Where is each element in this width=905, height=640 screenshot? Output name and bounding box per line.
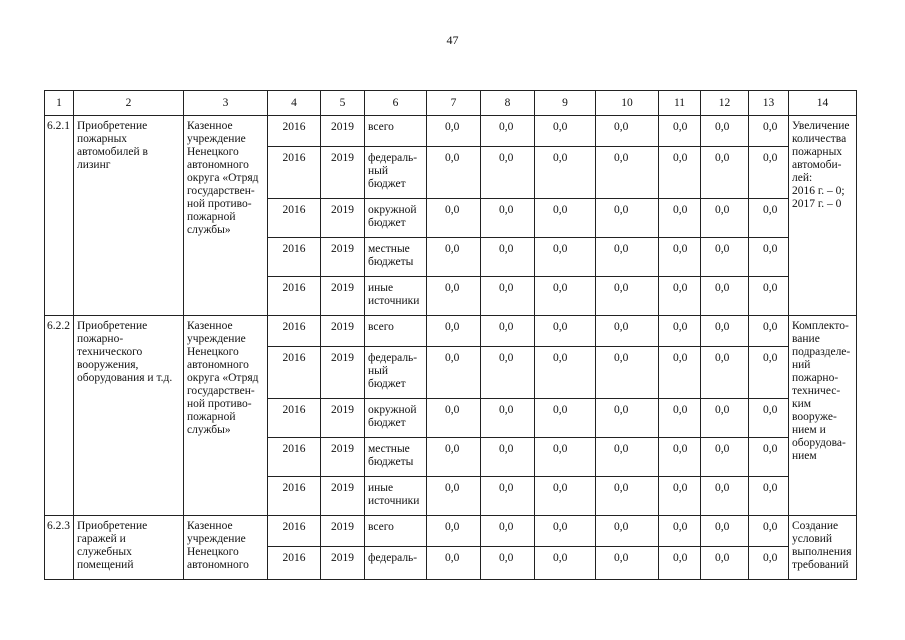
text-line: автономного <box>187 159 249 171</box>
value-cell: 0,0 <box>596 147 659 199</box>
text-line: пожарной <box>187 211 236 223</box>
text-line: федераль- <box>368 152 418 164</box>
value-cell: 0,0 <box>659 116 701 147</box>
page-number: 47 <box>446 33 459 47</box>
text-line: нием и <box>792 424 826 436</box>
text-line: автономного <box>187 359 249 371</box>
value-cell: 0,0 <box>701 399 749 438</box>
value-cell: 0,0 <box>749 547 789 580</box>
value-cell: 0,0 <box>596 316 659 347</box>
value-cell: 0,0 <box>749 399 789 438</box>
text-line: лей: <box>792 172 813 184</box>
value-cell: 0,0 <box>701 547 749 580</box>
funding-source-cell <box>365 147 427 199</box>
value-cell: 0,0 <box>481 316 535 347</box>
text-line: учреждение <box>187 533 246 545</box>
end-year-cell: 2019 <box>321 516 365 547</box>
value-cell: 0,0 <box>427 516 481 547</box>
text-line: всего <box>368 121 394 133</box>
start-year-cell: 2016 <box>268 277 321 316</box>
value-cell: 0,0 <box>701 438 749 477</box>
value-cell: 0,0 <box>596 116 659 147</box>
value-cell: 0,0 <box>749 116 789 147</box>
value-cell: 0,0 <box>481 438 535 477</box>
funding-source-cell <box>365 199 427 238</box>
text-line: Приобретение <box>77 520 148 532</box>
text-line: ный <box>368 365 389 377</box>
value-cell: 0,0 <box>749 477 789 516</box>
value-cell: 0,0 <box>749 199 789 238</box>
text-line: всего <box>368 521 394 533</box>
value-cell: 0,0 <box>659 199 701 238</box>
value-cell: 0,0 <box>427 347 481 399</box>
text-line: вание <box>792 333 820 345</box>
funding-source-cell <box>365 399 427 438</box>
measure-name-cell <box>74 116 184 316</box>
end-year-cell: 2019 <box>321 116 365 147</box>
value-cell: 0,0 <box>659 438 701 477</box>
start-year-cell: 2016 <box>268 399 321 438</box>
text-line: 2016 г. – 0; <box>792 185 845 197</box>
text-line: службы» <box>187 224 231 236</box>
value-cell: 0,0 <box>427 238 481 277</box>
text-line: 2017 г. – 0 <box>792 198 842 210</box>
value-cell: 0,0 <box>596 277 659 316</box>
value-cell: 0,0 <box>659 238 701 277</box>
column-number-12: 12 <box>701 91 749 116</box>
header-row <box>45 91 857 116</box>
executor-cell <box>184 316 268 516</box>
value-cell: 0,0 <box>701 199 749 238</box>
value-cell: 0,0 <box>701 277 749 316</box>
value-cell: 0,0 <box>659 516 701 547</box>
column-number-14: 14 <box>789 91 857 116</box>
table-row <box>45 116 857 147</box>
value-cell: 0,0 <box>481 516 535 547</box>
value-cell: 0,0 <box>749 277 789 316</box>
column-number-7: 7 <box>427 91 481 116</box>
value-cell: 0,0 <box>596 199 659 238</box>
value-cell: 0,0 <box>701 347 749 399</box>
text-line: оборудова- <box>792 437 846 449</box>
value-cell: 0,0 <box>535 199 596 238</box>
start-year-cell: 2016 <box>268 438 321 477</box>
value-cell: 0,0 <box>427 116 481 147</box>
text-line: условий <box>792 533 833 545</box>
text-line: бюджет <box>368 417 406 429</box>
column-number-9: 9 <box>535 91 596 116</box>
value-cell: 0,0 <box>427 147 481 199</box>
start-year-cell: 2016 <box>268 477 321 516</box>
value-cell: 0,0 <box>535 147 596 199</box>
text-line: Ненецкого <box>187 146 239 158</box>
value-cell: 0,0 <box>749 238 789 277</box>
executor-cell <box>184 516 268 580</box>
text-line: иные <box>368 282 394 294</box>
value-cell: 0,0 <box>481 116 535 147</box>
text-line: Ненецкого <box>187 546 239 558</box>
end-year-cell: 2019 <box>321 147 365 199</box>
value-cell: 0,0 <box>659 147 701 199</box>
value-cell: 0,0 <box>596 399 659 438</box>
value-cell: 0,0 <box>427 277 481 316</box>
text-line: бюджеты <box>368 256 414 268</box>
executor-cell <box>184 116 268 316</box>
start-year-cell: 2016 <box>268 238 321 277</box>
column-number-4: 4 <box>268 91 321 116</box>
end-year-cell: 2019 <box>321 199 365 238</box>
text-line: технического <box>77 346 143 358</box>
value-cell: 0,0 <box>749 347 789 399</box>
end-year-cell: 2019 <box>321 547 365 580</box>
text-line: лизинг <box>77 159 111 171</box>
value-cell: 0,0 <box>749 147 789 199</box>
text-line: автономного <box>187 559 249 571</box>
text-line: иные <box>368 482 394 494</box>
funding-source-cell <box>365 477 427 516</box>
value-cell: 0,0 <box>596 238 659 277</box>
item-number-cell: 6.2.3 <box>45 516 74 580</box>
text-line: ный <box>368 165 389 177</box>
item-number-cell: 6.2.1 <box>45 116 74 316</box>
text-line: всего <box>368 321 394 333</box>
text-line: местные <box>368 243 410 255</box>
value-cell: 0,0 <box>427 399 481 438</box>
value-cell: 0,0 <box>481 147 535 199</box>
text-line: службы» <box>187 424 231 436</box>
text-line: источники <box>368 495 420 507</box>
text-line: Создание <box>792 520 839 532</box>
text-line: федераль- <box>368 352 418 364</box>
text-line: учреждение <box>187 133 246 145</box>
column-number-5: 5 <box>321 91 365 116</box>
text-line: вооруже- <box>792 411 837 423</box>
text-line: количества <box>792 133 847 145</box>
column-number-11: 11 <box>659 91 701 116</box>
value-cell: 0,0 <box>596 438 659 477</box>
value-cell: 0,0 <box>535 516 596 547</box>
value-cell: 0,0 <box>659 347 701 399</box>
text-line: оборудования и т.д. <box>77 372 173 384</box>
text-line: Казенное <box>187 320 233 332</box>
text-line: пожарно- <box>77 333 124 345</box>
column-number-1: 1 <box>45 91 74 116</box>
text-line: автомобилей в <box>77 146 148 158</box>
funding-source-cell <box>365 316 427 347</box>
text-line: Ненецкого <box>187 346 239 358</box>
text-line: пожарно- <box>792 372 839 384</box>
text-line: требований <box>792 559 849 571</box>
value-cell: 0,0 <box>481 347 535 399</box>
text-line: техничес- <box>792 385 841 397</box>
start-year-cell: 2016 <box>268 516 321 547</box>
text-line: учреждение <box>187 333 246 345</box>
value-cell: 0,0 <box>535 277 596 316</box>
text-line: государствен- <box>187 185 255 197</box>
column-number-2: 2 <box>74 91 184 116</box>
text-line: помещений <box>77 559 134 571</box>
value-cell: 0,0 <box>535 238 596 277</box>
text-line: служебных <box>77 546 132 558</box>
value-cell: 0,0 <box>701 238 749 277</box>
text-line: окружной <box>368 404 417 416</box>
value-cell: 0,0 <box>427 199 481 238</box>
funding-source-cell <box>365 347 427 399</box>
value-cell: 0,0 <box>535 438 596 477</box>
value-cell: 0,0 <box>481 199 535 238</box>
text-line: бюджет <box>368 217 406 229</box>
text-line: выполнения <box>792 546 852 558</box>
text-line: пожарных <box>77 133 128 145</box>
text-line: ной противо- <box>187 198 252 210</box>
start-year-cell: 2016 <box>268 116 321 147</box>
value-cell: 0,0 <box>596 547 659 580</box>
text-line: гаражей и <box>77 533 126 545</box>
expected-result-cell <box>789 316 857 516</box>
text-line: бюджет <box>368 378 406 390</box>
expected-result-cell <box>789 116 857 316</box>
text-line: бюджет <box>368 178 406 190</box>
value-cell: 0,0 <box>659 547 701 580</box>
value-cell: 0,0 <box>659 399 701 438</box>
funding-source-cell <box>365 277 427 316</box>
column-number-8: 8 <box>481 91 535 116</box>
value-cell: 0,0 <box>659 277 701 316</box>
funding-source-cell <box>365 547 427 580</box>
end-year-cell: 2019 <box>321 347 365 399</box>
funding-source-cell <box>365 516 427 547</box>
value-cell: 0,0 <box>659 316 701 347</box>
value-cell: 0,0 <box>535 316 596 347</box>
text-line: нием <box>792 450 817 462</box>
value-cell: 0,0 <box>535 477 596 516</box>
end-year-cell: 2019 <box>321 438 365 477</box>
column-number-6: 6 <box>365 91 427 116</box>
text-line: Приобретение <box>77 320 148 332</box>
value-cell: 0,0 <box>701 116 749 147</box>
text-line: Увеличение <box>792 120 850 132</box>
expected-result-cell <box>789 516 857 580</box>
text-line: ким <box>792 398 812 410</box>
text-line: источники <box>368 295 420 307</box>
start-year-cell: 2016 <box>268 147 321 199</box>
text-line: окружной <box>368 204 417 216</box>
text-line: пожарных <box>792 146 843 158</box>
text-line: Казенное <box>187 520 233 532</box>
start-year-cell: 2016 <box>268 316 321 347</box>
text-line: Казенное <box>187 120 233 132</box>
text-line: ний <box>792 359 811 371</box>
text-line: государствен- <box>187 385 255 397</box>
value-cell: 0,0 <box>659 477 701 516</box>
start-year-cell: 2016 <box>268 547 321 580</box>
table-row <box>45 316 857 347</box>
value-cell: 0,0 <box>535 347 596 399</box>
value-cell: 0,0 <box>596 477 659 516</box>
end-year-cell: 2019 <box>321 399 365 438</box>
value-cell: 0,0 <box>749 316 789 347</box>
value-cell: 0,0 <box>701 516 749 547</box>
value-cell: 0,0 <box>427 316 481 347</box>
text-line: местные <box>368 443 410 455</box>
value-cell: 0,0 <box>535 399 596 438</box>
funding-source-cell <box>365 116 427 147</box>
value-cell: 0,0 <box>427 438 481 477</box>
value-cell: 0,0 <box>481 547 535 580</box>
start-year-cell: 2016 <box>268 347 321 399</box>
text-line: федераль- <box>368 552 418 564</box>
value-cell: 0,0 <box>481 477 535 516</box>
table-row <box>45 516 857 547</box>
value-cell: 0,0 <box>749 516 789 547</box>
start-year-cell: 2016 <box>268 199 321 238</box>
text-line: вооружения, <box>77 359 139 371</box>
item-number-cell: 6.2.2 <box>45 316 74 516</box>
text-line: округа «Отряд <box>187 372 259 384</box>
value-cell: 0,0 <box>535 116 596 147</box>
value-cell: 0,0 <box>749 438 789 477</box>
value-cell: 0,0 <box>701 147 749 199</box>
column-number-3: 3 <box>184 91 268 116</box>
text-line: пожарной <box>187 411 236 423</box>
text-line: бюджеты <box>368 456 414 468</box>
column-number-13: 13 <box>749 91 789 116</box>
text-line: округа «Отряд <box>187 172 259 184</box>
text-line: Комплекто- <box>792 320 849 332</box>
value-cell: 0,0 <box>701 316 749 347</box>
text-line: подразделе- <box>792 346 851 358</box>
end-year-cell: 2019 <box>321 316 365 347</box>
measure-name-cell <box>74 516 184 580</box>
value-cell: 0,0 <box>481 399 535 438</box>
value-cell: 0,0 <box>535 547 596 580</box>
text-line: автомоби- <box>792 159 842 171</box>
end-year-cell: 2019 <box>321 477 365 516</box>
column-number-10: 10 <box>596 91 659 116</box>
value-cell: 0,0 <box>427 477 481 516</box>
value-cell: 0,0 <box>427 547 481 580</box>
text-line: ной противо- <box>187 398 252 410</box>
value-cell: 0,0 <box>701 477 749 516</box>
value-cell: 0,0 <box>481 277 535 316</box>
funding-source-cell <box>365 238 427 277</box>
value-cell: 0,0 <box>596 347 659 399</box>
funding-source-cell <box>365 438 427 477</box>
measure-name-cell <box>74 316 184 516</box>
end-year-cell: 2019 <box>321 277 365 316</box>
end-year-cell: 2019 <box>321 238 365 277</box>
value-cell: 0,0 <box>481 238 535 277</box>
text-line: Приобретение <box>77 120 148 132</box>
program-table <box>44 90 857 580</box>
value-cell: 0,0 <box>596 516 659 547</box>
